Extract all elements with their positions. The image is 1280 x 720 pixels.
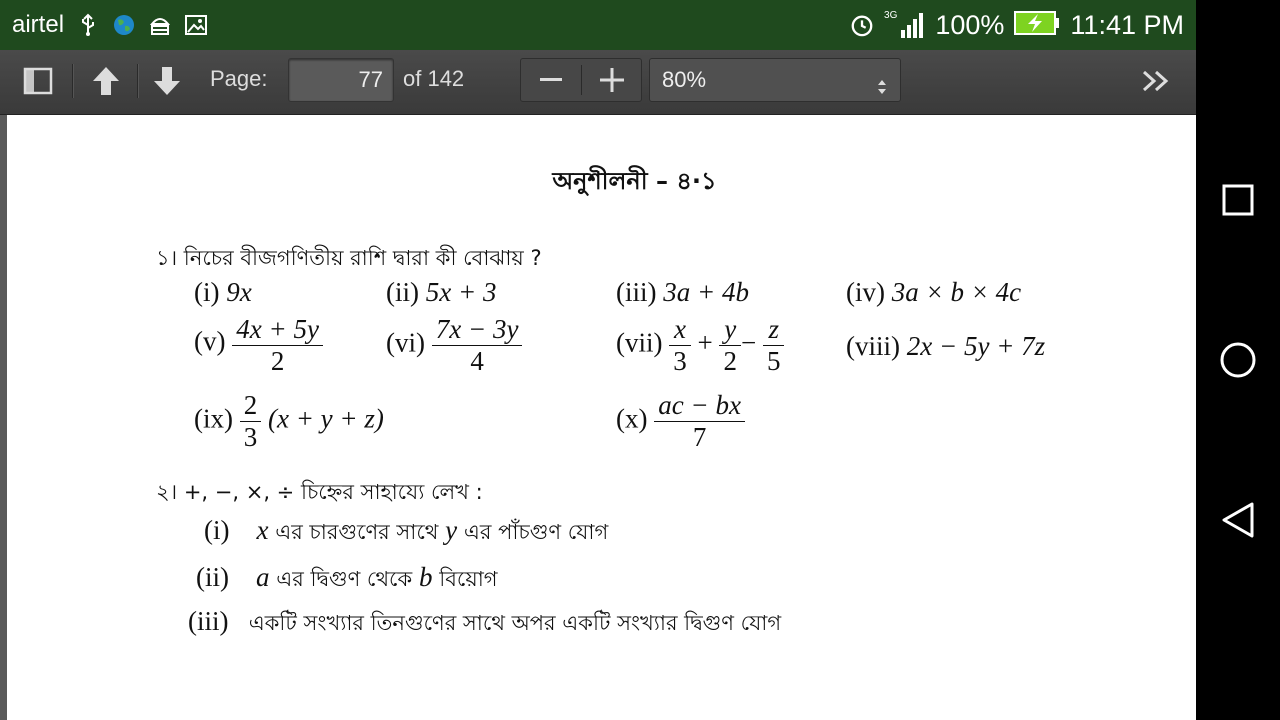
battery-percent: 100% bbox=[935, 9, 1005, 40]
zoom-buttons bbox=[520, 58, 642, 102]
recents-square-icon[interactable] bbox=[1216, 178, 1260, 222]
q1-item-ix: (ix) $\frac{2}{3}$ (x + y + z) bbox=[194, 390, 384, 452]
q1-item-x: (x) $\frac{ac - bx}{7}$ bbox=[616, 390, 745, 453]
network-type: 3G bbox=[884, 9, 898, 21]
q1-item-v: (v) $\frac{4x + 5y}{2}$ bbox=[194, 314, 323, 377]
select-arrows-icon bbox=[876, 69, 888, 111]
zoom-in-icon[interactable] bbox=[582, 59, 642, 101]
tools-chevron-icon[interactable] bbox=[1136, 58, 1176, 104]
q2-item-iii: (iii) একটি সংখ্যার তিনগুণের সাথে অপর একটি সংখ্যার দ্বিগুণ যোগ bbox=[188, 606, 782, 636]
zoom-value: 80% bbox=[662, 67, 707, 92]
q1-item-vii: (vii) $\frac{x}{3}$ + $\frac{y}{2}$ − $\frac{z}{5}$ bbox=[616, 314, 784, 377]
page-total: of 142 bbox=[403, 66, 465, 91]
exercise-title: অনুশীলনী – ৪·১ bbox=[552, 167, 717, 195]
q1-item-vi: (vi) $\frac{7x - 3y}{4}$ bbox=[386, 314, 522, 377]
image-icon bbox=[184, 13, 208, 37]
question-1-prompt: ১। নিচের বীজগণিতীয় রাশি দ্বারা কী বোঝায় ? bbox=[156, 246, 542, 270]
home-circle-icon[interactable] bbox=[1216, 338, 1260, 382]
q1-item-ii: (ii) 5x + 3 bbox=[386, 277, 497, 307]
back-triangle-icon[interactable] bbox=[1216, 498, 1260, 542]
q2-item-i: (i) x এর চারগুণের সাথে y এর পাঁচগুণ যোগ bbox=[204, 515, 609, 545]
android-nav-bar bbox=[1196, 0, 1280, 720]
q2-item-ii: (ii) a এর দ্বিগুণ থেকে b বিয়োগ bbox=[196, 562, 498, 592]
carrier-name: airtel bbox=[12, 11, 65, 38]
q1-item-i: (i) 9x bbox=[194, 277, 252, 307]
page-number-input[interactable]: 77 bbox=[288, 58, 394, 102]
alarm-icon bbox=[850, 13, 874, 37]
page-label: Page: bbox=[210, 66, 268, 91]
signal-icon bbox=[901, 13, 925, 37]
zoom-select[interactable] bbox=[649, 58, 901, 102]
q1-item-viii: (viii) 2x − 5y + 7z bbox=[846, 331, 1046, 361]
battery-charging-icon bbox=[1014, 11, 1060, 39]
next-page-icon[interactable] bbox=[147, 58, 187, 104]
status-bar bbox=[0, 0, 1196, 50]
sidebar-toggle-icon[interactable] bbox=[18, 58, 58, 104]
question-2-prompt: ২। +, −, ×, ÷ চিহ্নের সাহায্যে লেখ : bbox=[156, 480, 483, 504]
previous-page-icon[interactable] bbox=[86, 58, 126, 104]
android-debug-icon bbox=[148, 13, 172, 37]
globe-icon bbox=[112, 13, 136, 37]
q1-item-iii: (iii) 3a + 4b bbox=[616, 277, 749, 307]
usb-icon bbox=[76, 13, 100, 37]
q1-item-iv: (iv) 3a × b × 4c bbox=[846, 277, 1022, 307]
zoom-out-icon[interactable] bbox=[521, 59, 581, 101]
clock: 11:41 PM bbox=[1070, 9, 1184, 40]
